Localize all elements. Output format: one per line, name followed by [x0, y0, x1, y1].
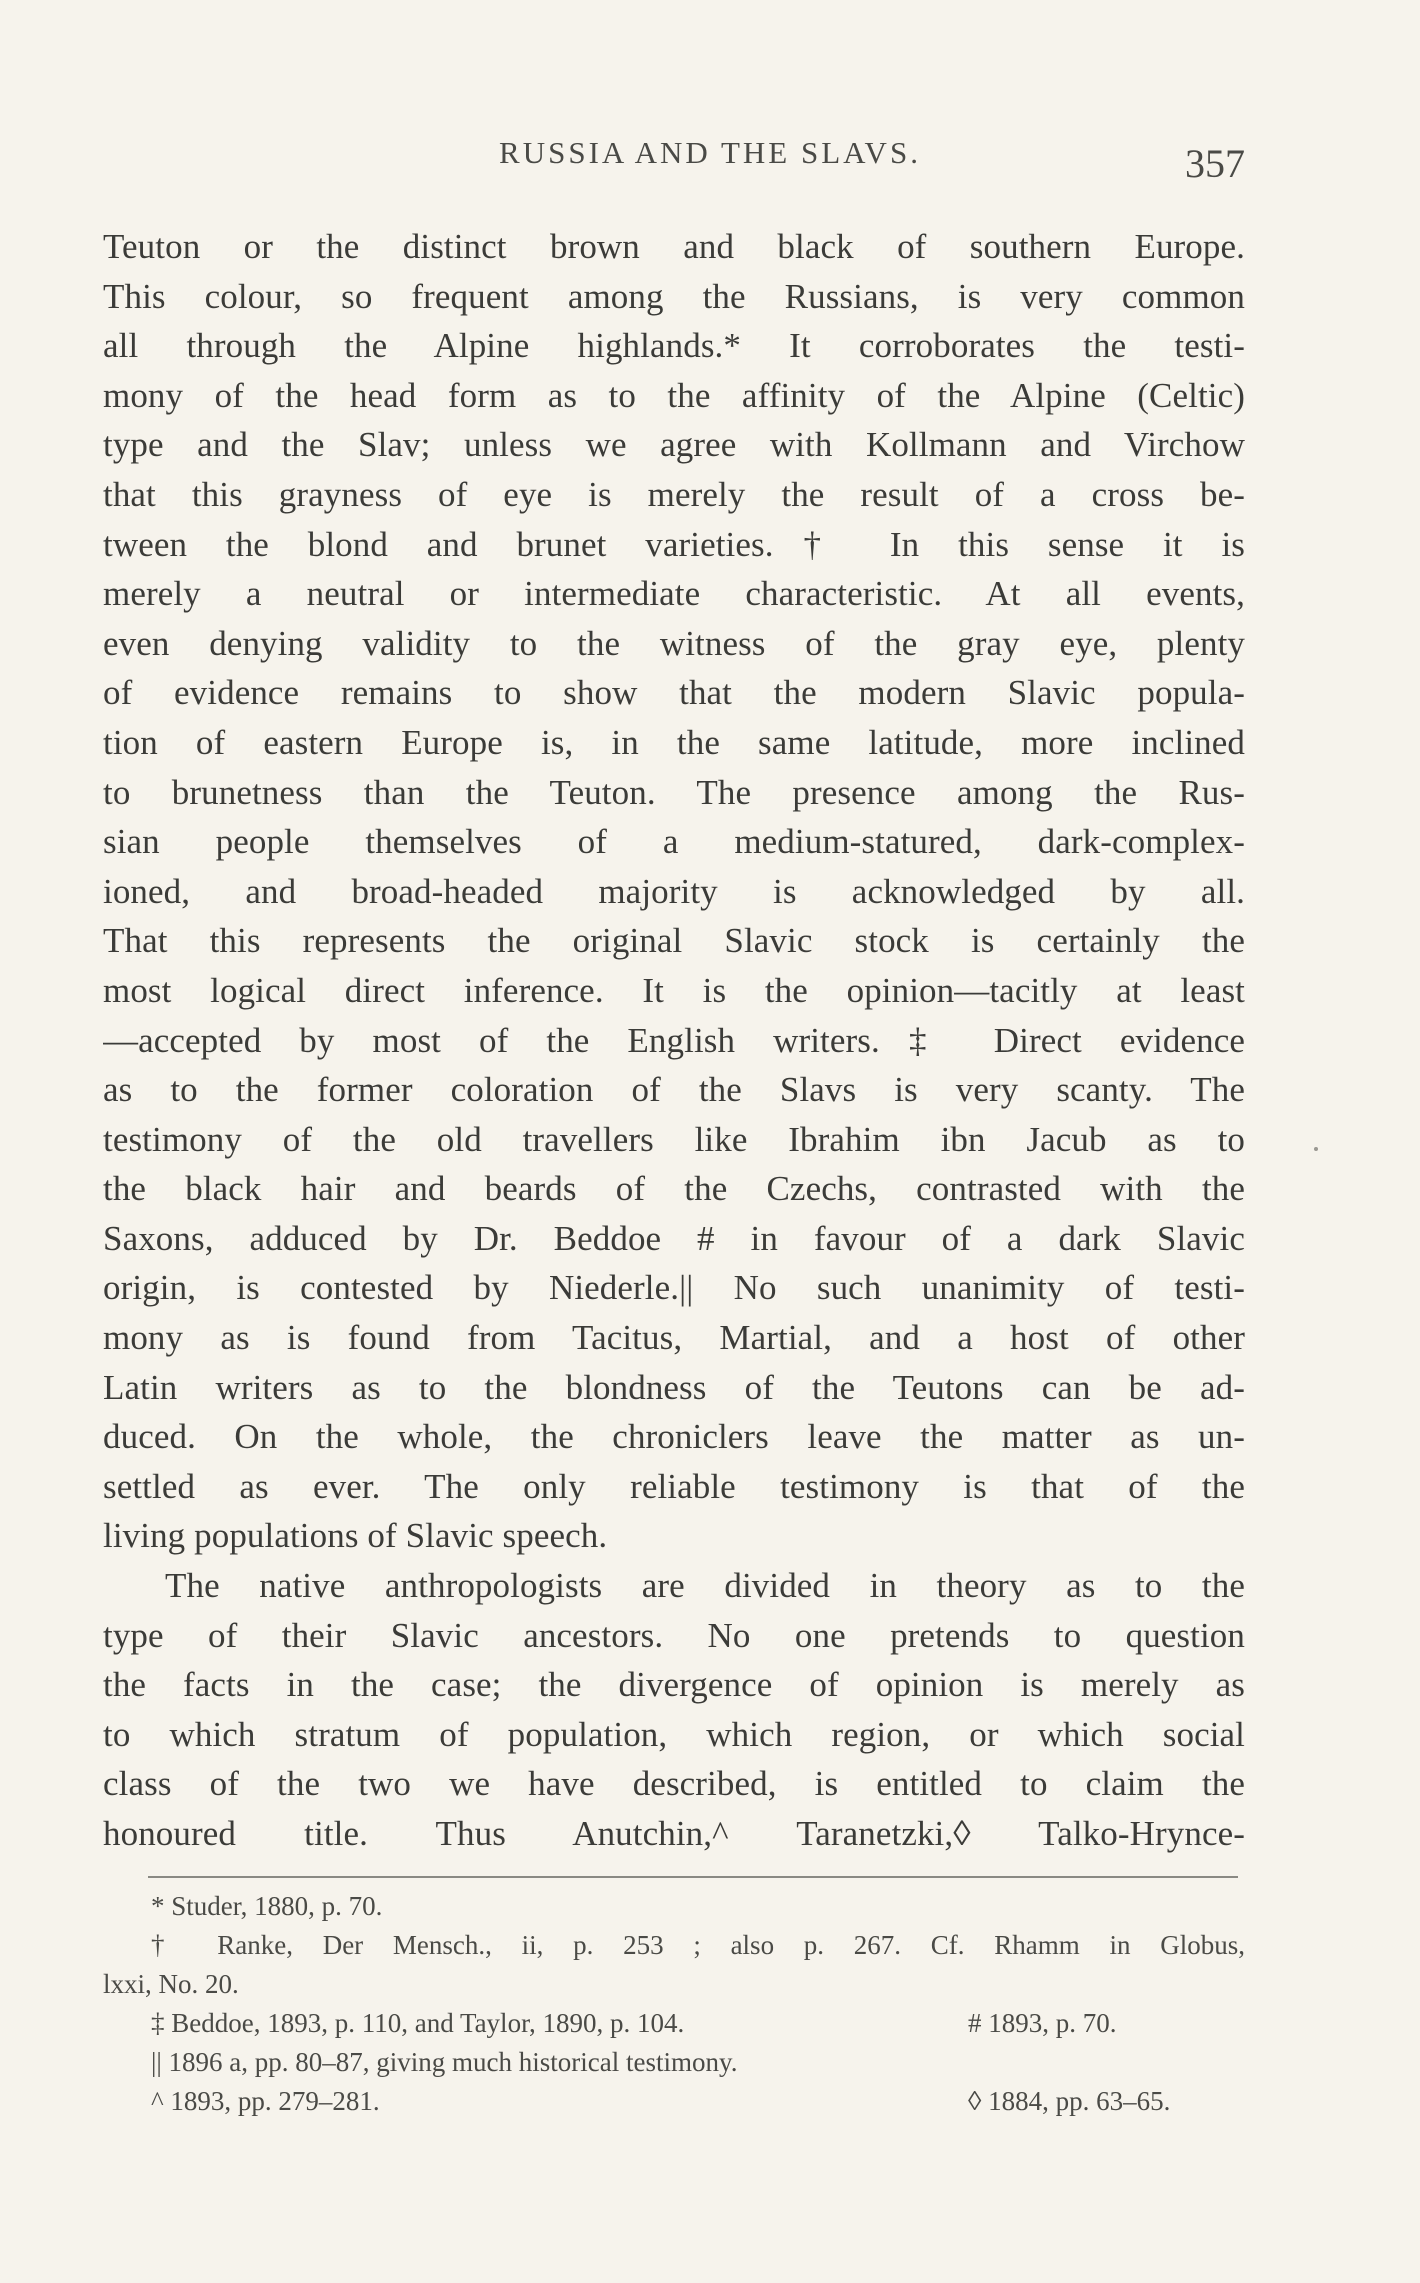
- text-line: that this grayness of eye is merely the result of a cross be-: [103, 474, 1245, 514]
- text-line: to which stratum of population, which region, or which social: [103, 1714, 1245, 1754]
- text-line: duced. On the whole, the chroniclers leave the matter as un-: [103, 1417, 1245, 1457]
- footnote-studer: * Studer, 1880, p. 70.: [151, 1891, 383, 1921]
- page-number: 357: [1185, 141, 1245, 186]
- text-line: the facts in the case; the divergence of opinion is merely as: [103, 1665, 1245, 1705]
- footnote-anutchin: ^ 1893, pp. 279–281.: [151, 2086, 380, 2116]
- text-line-paragraph-start: The native anthropologists are divided in theory as to the: [165, 1566, 1245, 1606]
- footnote-niederle: || 1896 a, pp. 80–87, giving much historical testimony.: [151, 2047, 738, 2077]
- text-line: type and the Slav; unless we agree with Kollmann and Virchow: [103, 425, 1245, 465]
- text-line: to brunetness than the Teuton. The presence among the Rus-: [103, 772, 1245, 812]
- text-line: That this represents the original Slavic stock is certainly the: [103, 921, 1245, 961]
- running-head: RUSSIA AND THE SLAVS.: [499, 135, 921, 170]
- text-line: of evidence remains to show that the modern Slavic popula-: [103, 673, 1245, 713]
- text-line: —accepted by most of the English writers.‡ Direct evidence: [103, 1020, 1245, 1060]
- text-line: the black hair and beards of the Czechs, contrasted with the: [103, 1169, 1245, 1209]
- text-line: settled as ever. The only reliable testimony is that of the: [103, 1466, 1245, 1506]
- text-line: mony of the head form as to the affinity of the Alpine (Celtic): [103, 375, 1245, 415]
- text-line: as to the former coloration of the Slavs is very scanty. The: [103, 1070, 1245, 1110]
- text-line: testimony of the old travellers like Ibrahim ibn Jacub as to: [103, 1119, 1245, 1159]
- text-line: most logical direct inference. It is the opinion—tacitly at least: [103, 970, 1245, 1010]
- footnote-ranke: † Ranke, Der Mensch., ii, p. 253 ; also p. 267. Cf. Rhamm in Globus,: [151, 1930, 1245, 1960]
- body-text: [103, 222, 1245, 1859]
- text-line: Latin writers as to the blondness of the Teutons can be ad-: [103, 1367, 1245, 1407]
- text-line: ioned, and broad-headed majority is acknowledged by all.: [103, 871, 1245, 911]
- text-line: merely a neutral or intermediate characteristic. At all events,: [103, 574, 1245, 614]
- footnote-taranetzki: ◊ 1884, pp. 63–65.: [968, 2086, 1171, 2116]
- margin-speck: [1314, 1147, 1318, 1151]
- text-line: type of their Slavic ancestors. No one pretends to question: [103, 1615, 1245, 1655]
- footnote-beddoe-1893: # 1893, p. 70.: [968, 2008, 1117, 2038]
- text-line: Teuton or the distinct brown and black of southern Europe.: [103, 227, 1245, 266]
- footnote-ranke-continued: lxxi, No. 20.: [103, 1969, 239, 1999]
- text-line: honoured title. Thus Anutchin,^ Taranetzki,◊ Talko-Hrynce-: [103, 1814, 1245, 1853]
- text-line: all through the Alpine highlands.* It corroborates the testi-: [103, 326, 1245, 366]
- text-line: tween the blond and brunet varieties.† In this sense it is: [103, 524, 1245, 564]
- text-line: tion of eastern Europe is, in the same latitude, more inclined: [103, 722, 1245, 762]
- text-line: origin, is contested by Niederle.|| No such unanimity of testi-: [103, 1268, 1245, 1308]
- text-line: sian people themselves of a medium-statured, dark-complex-: [103, 822, 1245, 862]
- text-line: This colour, so frequent among the Russians, is very common: [103, 276, 1245, 316]
- text-line: mony as is found from Tacitus, Martial, and a host of other: [103, 1318, 1245, 1358]
- footnote-divider: [148, 1876, 1238, 1878]
- text-line: Saxons, adduced by Dr. Beddoe # in favour of a dark Slavic: [103, 1218, 1245, 1258]
- footnote-beddoe: ‡ Beddoe, 1893, p. 110, and Taylor, 1890, p. 104.: [151, 2008, 685, 2038]
- text-line: even denying validity to the witness of the gray eye, plenty: [103, 623, 1245, 663]
- text-line: class of the two we have described, is entitled to claim the: [103, 1764, 1245, 1804]
- text-line-paragraph-end: living populations of Slavic speech.: [103, 1516, 608, 1556]
